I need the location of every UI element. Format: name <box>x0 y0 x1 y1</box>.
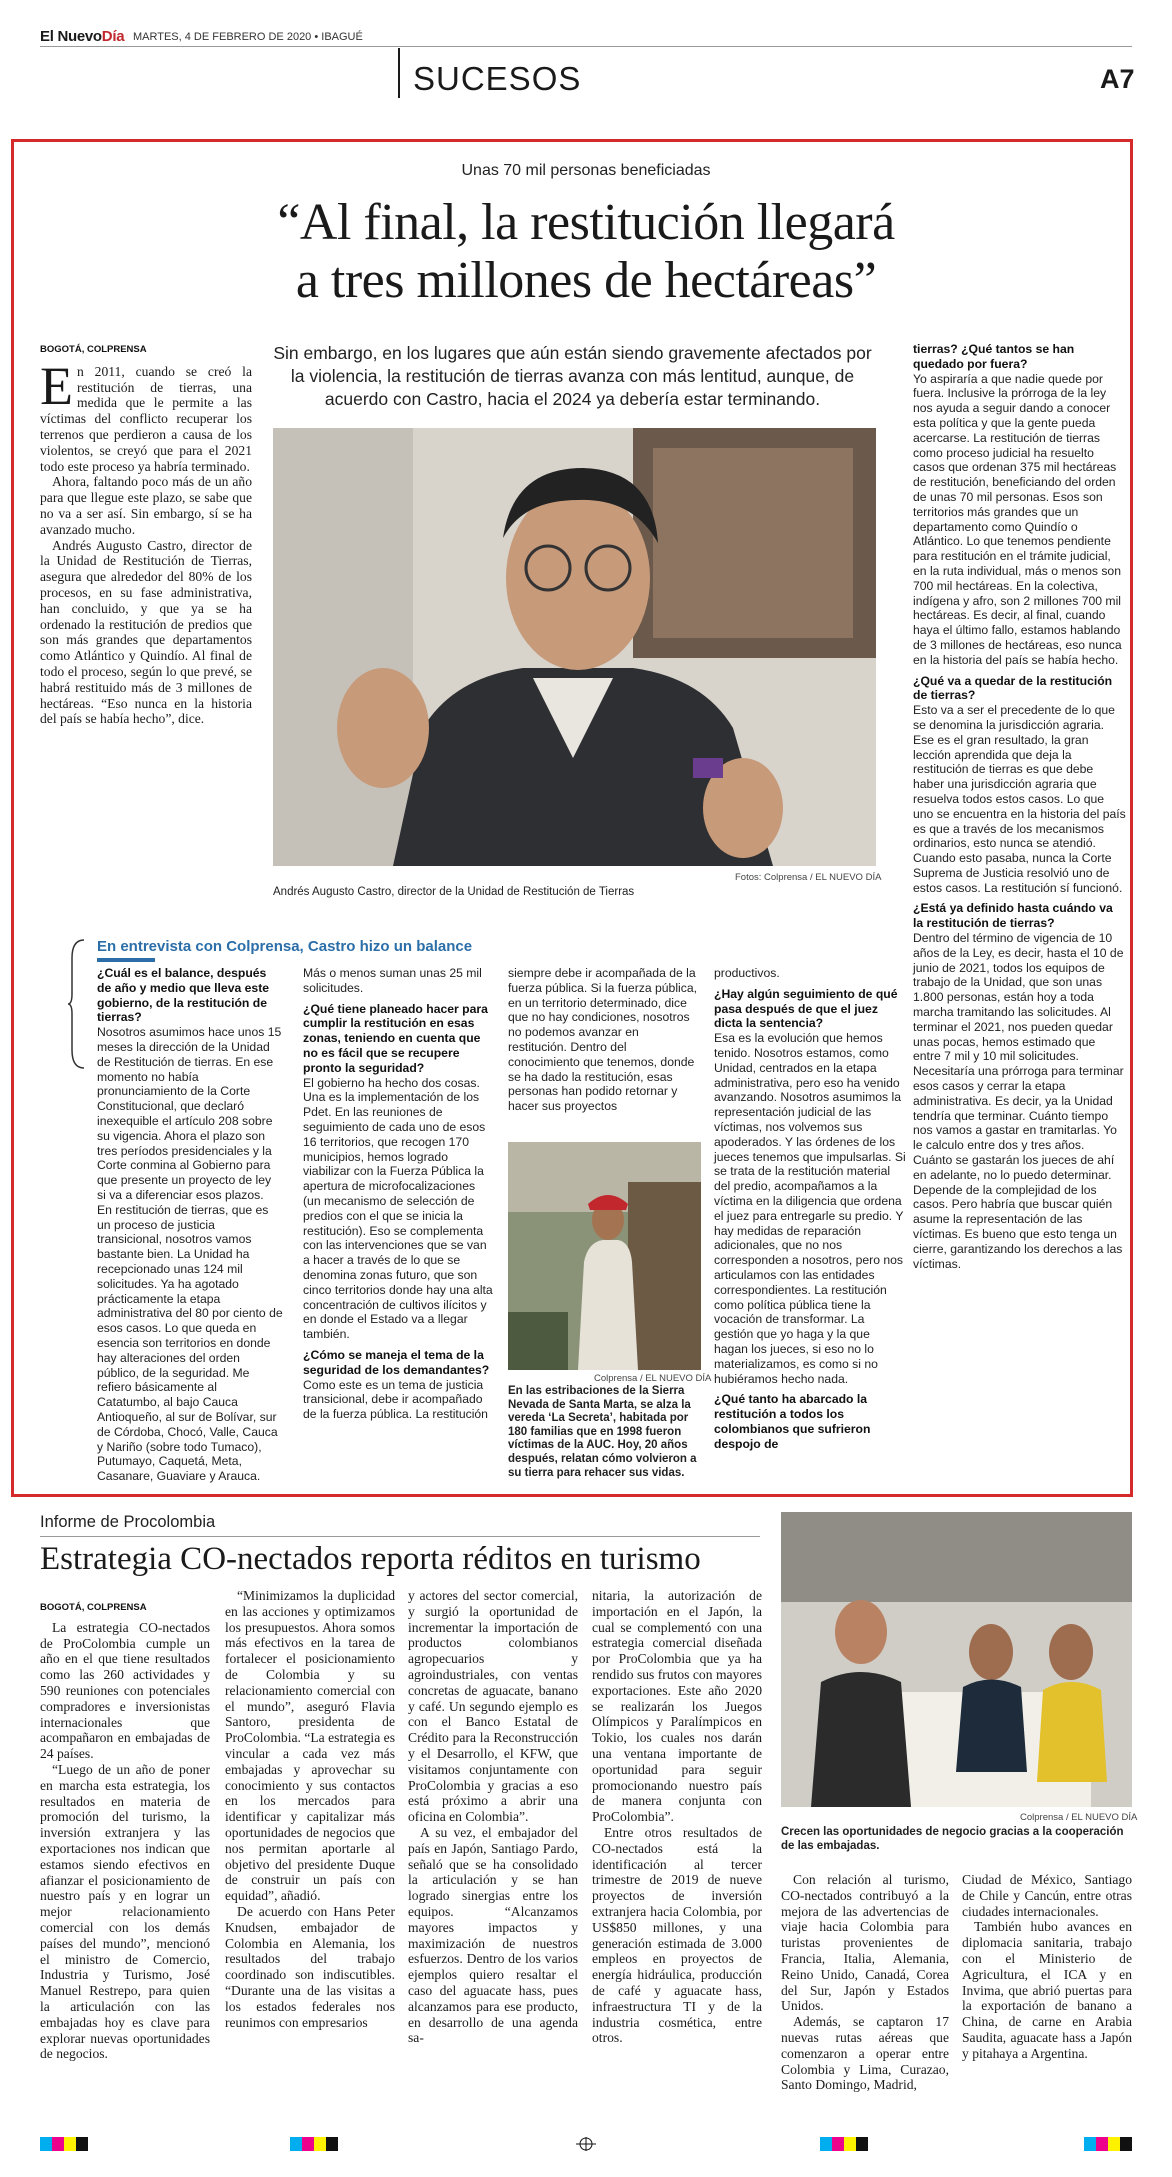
newspaper-brand: El NuevoDía <box>40 28 125 45</box>
answer: productivos. <box>714 966 780 980</box>
village-illustration <box>508 1142 701 1370</box>
article2-photo-caption: Crecen las oportunidades de negocio gracias a la cooperación de las embajadas. <box>781 1826 1124 1852</box>
question: ¿Qué tanto ha abarcado la restitución a todos los colombianos que sufrieron despojo de <box>714 1392 871 1451</box>
paragraph: También hubo avances en diplomacia sanitaria, trabajo con el Ministerio de Agricultura, el ICA y en Invima, que abrió puertas para la exportación de banano a China, de carne en Arabia Saudita, aguacate hass a Japón y pitahaya a Argentina. <box>962 1919 1132 2061</box>
paragraph: “Luego de un año de poner en marcha esta estrategia, los resultados en materia de promoción del turismo, la inversión extranjera y las exportaciones nos indican que estamos siendo efectivos en afianzar el posicionamiento de nuestro país y en lograr un mejor relacionamiento comercial con los demás países del mundo”, mencionó el ministro de Comercio, Industria y Turismo, José Manuel Restrepo, para quien la articulación con las embajadas hoy es clave para explorar nuevas oportunidades de negocios. <box>40 1761 210 2062</box>
answer: Nosotros asumimos hace unos 15 meses la dirección de la Unidad de Restitución de tierras. En ese momento no había pronunciamiento de la Corte Constitucional, que declaró inexequible el artículo 208 sobre su vigencia. Ahora el plazo son tres períodos presidenciales y la Corte conmina al Gobierno para que presente un proyecto de ley si va a diferenciar esos plazos. <box>97 1025 282 1202</box>
article-dek: Sin embargo, en los lugares que aún están siendo gravemente afectados por la violencia, la restitución de tierras avanza con más lentitud, aunque, de acuerdo con Castro, hacia el 2024 ya debería estar terminando. <box>273 343 872 409</box>
answer: Dentro del término de vigencia de 10 años de la Ley, es decir, hasta el 10 de junio de 2021, todos los equipos de trabajo de la Unidad, que son unas 1.800 personas, están hoy a toda marcha tramitando las solicitudes. Al terminar el 2021, nos pueden quedar unas pocas, hemos estimado que entre 7 mil y 10 mil solicitudes. <box>913 931 1124 1064</box>
article2-label: Informe de Procolombia <box>40 1513 216 1531</box>
answer: siempre debe ir acompañada de la fuerza pública. Si la fuerza pública, en un territorio determinado, dice que no hay condiciones, nosotros no podemos avanzar en restitución. Dentro del conocimiento que tenemos, donde se ha dado la restitución, esas personas han podido retornar y hacer sus proyectos <box>508 966 698 1114</box>
paragraph: Con relación al turismo, CO-nectados contribuyó a la mejora de las advertencias de viaje hacia Colombia para turistas provenientes de Francia, Italia, Alemania, Reino Unido, Canadá, Corea del Sur, Japón y Estados Unidos. <box>781 1872 949 2014</box>
village-photo <box>508 1142 701 1370</box>
header-rule <box>40 46 1132 47</box>
right-column <box>913 342 1126 1271</box>
print-color-strip <box>40 2137 1132 2151</box>
main-photo-credit: Fotos: Colprensa / EL NUEVO DÍA <box>735 872 882 883</box>
headline-line-1: “Al final, la restitución llegará <box>277 194 895 251</box>
paragraph: “Minimizamos la duplicidad en las acciones y optimizamos los presupuestos. Ahora somos más efectivos en la tarea de fortalecer el posicionamiento de Colombia y su relacionamiento comercial con el mundo”, aseguró Flavia Santoro, presidenta de ProColombia. “La estrategia es vincular a cada vez más embajadas y aprovechar su conocimiento y sus contactos en los mercados para identificar y capitalizar más oportunidades de negocios que nos permitan aportarle al objetivo del presidente Duque de construir un país con equidad”, añadió. <box>225 1588 395 1904</box>
lead-paragraph-2: Ahora, faltando poco más de un año para que llegue este plazo, se sabe que no va a ser así. Sin embargo, sí se ha avanzado mucho. <box>40 474 252 537</box>
interview-column-4 <box>714 966 906 1452</box>
lead-paragraph-1: En 2011, cuando se creó la restitución de tierras, una medida que le permite a las víctimas del conflicto recuperar los terrenos que perdieron a causa de los violentos, se creyó que para el 2021 todo este proceso ya habría terminado. <box>40 355 252 474</box>
article-kicker: Unas 70 mil personas beneficiadas <box>461 162 711 179</box>
paragraph: Entre otros resultados de CO-nectados está la identificación al tercer trimestre de 2019 de nueve proyectos de inversión extranjera hacia Colombia, por US$850 millones, y una generación estimada de 3.000 empleos en proyectos de energía hidráulica, producción de café y aguacate hass, infraestructura TI y de la industria cosmética, entre otros. <box>592 1824 762 2046</box>
question: ¿Cuál es el balance, después de año y medio que lleva este gobierno, de la restitución de tierras? <box>97 966 270 1025</box>
headline-line-2: a tres millones de hectáreas” <box>295 252 877 309</box>
dropcap: E <box>40 355 73 416</box>
small-photo-credit: Colprensa / EL NUEVO DÍA <box>594 1373 712 1384</box>
article2-column-6 <box>962 1872 1132 2062</box>
lead-column <box>40 342 252 727</box>
article2-headline: Estrategia CO-nectados reporta réditos en turismo <box>40 1541 701 1577</box>
answer: Necesitaría una prórroga para terminar esos casos y cerrar la etapa administrativa. Es decir, ya la Unidad tendría que terminar. Cuánto tiempo nos vamos a gastar en tramitarlas. Yo le calculo entre dos y tres años. Cuánto se gastarán los jueces de ahí en adelante, no lo puedo determinar. Depende de la complejidad de los casos. Pero habría que buscar quién asume la representación de las víctimas. Es bueno que esto tenga un cierre, garantizando los derechos a las víctimas. <box>913 1064 1124 1271</box>
portrait-photo <box>273 428 876 866</box>
question: tierras? ¿Qué tantos se han quedado por fuera? <box>913 342 1075 371</box>
article2-column-5 <box>781 1872 949 2093</box>
embassy-photo <box>781 1512 1132 1807</box>
paragraph: La estrategia CO-nectados de ProColombia cumple un año en el que tiene resultados como las 260 actividades y 590 reuniones con potenciales compradores e inversionistas internacionales que acompañaron en embajadas de 24 países. <box>40 1619 210 1762</box>
interview-column-3 <box>508 966 701 1114</box>
article2-column-2 <box>225 1588 395 2030</box>
question: ¿Hay algún seguimiento de qué pasa después de que el juez dicta la sentencia? <box>714 986 898 1031</box>
main-photo-caption: Andrés Augusto Castro, director de la Unidad de Restitución de Tierras <box>273 886 635 898</box>
paragraph: nitaria, la autorización de importación en el Japón, la cual se complementó con una estrategia comercial diseñada por ProColombia que ya ha rendido sus frutos con mayores exportaciones. Este año 2020 se realizarán los Juegos Olímpicos y Paralímpicos en Tokio, los cuales nos darán una ventana importante de oportunidad para seguir promocionando nuestro país de manera conjunta con ProColombia”. <box>592 1588 762 1825</box>
paragraph: De acuerdo con Hans Peter Knudsen, embajador de Colombia en Alemania, los resultados del trabajo coordinado son indiscutibles. “Durante una de las visitas a los estados federales nos reunimos con empresarios <box>225 1903 395 2030</box>
article2-column-4 <box>592 1588 762 2046</box>
question: ¿Qué va a quedar de la restitución de tierras? <box>913 673 1113 703</box>
paragraph: Ciudad de México, Santiago de Chile y Cancún, entre otras ciudades internacionales. <box>962 1872 1132 1919</box>
answer: Yo aspiraría a que nadie quede por fuera. Inclusive la prórroga de la ley nos ayuda a seguir dando a conocer esta política y que la gente pueda acercarse. La restitución de tierras como proceso judicial ha resuelto casos que ordenan 375 mil hectáreas de restitución, beneficiando del orden de unas 70 mil personas. Esos son territorios más grandes que un departamento como Quindío o Atlántico. Lo que tenemos pendiente para restitución en el trámite judicial, en la ruta individual, más o menos son 700 mil hectáreas. En la colectiva, indígena y afro, son 2 millones 700 mil hectáreas. Es decir, al final, cuando haya el último fallo, estamos hablando de 3 millones de hectáreas, eso nunca en la historia del país se había hecho. <box>913 371 1122 667</box>
interview-column-2 <box>303 966 493 1422</box>
section-divider <box>398 48 400 98</box>
article2-photo-credit: Colprensa / EL NUEVO DÍA <box>1020 1812 1138 1823</box>
paragraph: A su vez, el embajador del país en Japón, Santiago Pardo, señaló que se ha consolidado la articulación y se han logrado sinergias entre los equipos. “Alcanzamos mayores impactos y maximización de nuestros esfuerzos. Dentro de los varios ejemplos quiero resaltar el caso del aguacate hass, pues alcanzamos para ese producto, en desarrollo de una agenda sa- <box>408 1824 578 2046</box>
answer: En restitución de tierras, que es un proceso de justicia transicional, nosotros vamos bastante bien. La Unidad ha recepcionado unas 124 mil solicitudes. Ya ha agotado prácticamente la etapa administrativa del 80 por ciento de esos casos. Lo que queda en esencia son territorios en donde hay alteraciones del orden público, de la seguridad. Me refiero básicamente al Catatumbo, al bajo Cauca Antioqueño, al sur de Bolívar, sur de Córdoba, Chocó, Valle, Cauca y Nariño (sobre todo Tumaco), Putumayo, Caquetá, Meta, Casanare, Guaviare y Arauca. <box>97 1202 283 1484</box>
answer: Como este es un tema de justicia transicional, debe ir acompañado de la fuerza pública. La restitución <box>303 1377 488 1422</box>
embassy-illustration <box>781 1512 1132 1807</box>
article2-column-1 <box>40 1600 210 2062</box>
question: ¿Está ya definido hasta cuándo va la restitución de tierras? <box>913 901 1113 931</box>
answer: Más o menos suman unas 25 mil solicitudes. <box>303 966 482 995</box>
byline: BOGOTÁ, COLPRENSA <box>40 344 147 355</box>
article2-column-3 <box>408 1588 578 2046</box>
interview-column-1 <box>97 966 283 1484</box>
portrait-illustration <box>273 428 876 866</box>
paragraph: y actores del sector comercial, y surgió la oportunidad de incrementar la importación de productos colombianos agropecuarios y agroindustriales, con ventas concretas de aguacate, banano y café. Un segundo ejemplo es con el Banco Estatal de Crédito para la Reconstrucción y el Desarrollo, el KFW, que visitamos conjuntamente con ProColombia y gracias a eso está próximo a abrir una oficina en Colombia”. <box>408 1588 578 1825</box>
question: ¿Cómo se maneja el tema de la seguridad de los demandantes? <box>303 1347 490 1377</box>
page-number: A7 <box>1100 64 1135 94</box>
article2-rule <box>40 1536 760 1537</box>
small-photo-caption: En las estribaciones de la Sierra Nevada de Santa Marta, se alza la vereda ‘La Secreta’, habitada por 180 familias que en 1998 fueron víctimas de la AUC. Hoy, 20 años después, relatan cómo volvieron a su tierra para rehacer sus vidas. <box>508 1385 697 1479</box>
section-title: SUCESOS <box>413 60 582 97</box>
bracket-ornament <box>68 938 86 1070</box>
answer: Esto va a ser el precedente de lo que se denomina la jurisdicción agraria. Ese es el gran resultado, la gran lección aprendida que deja la restitución de tierras es que debe haber una jurisdicción agraria que resuelva todos estos casos. Lo que uno se encuentra en la historia del país es que a través de los mecanismos ordinarios, esto nunca se atendió. Cuando esto pasaba, nunca la Corte Suprema de Justicia resolvió uno de estos casos. La restitución sí funcionó. <box>913 703 1126 895</box>
answer: Esa es la evolución que hemos tenido. Nosotros estamos, como Unidad, centrados en la etapa administrativa, pero eso ha venido avanzando. Nosotros asumimos la representación judicial de las víctimas, nos volvemos sus apoderados. Y las órdenes de los jueces tenemos que impulsarlas. Si se trata de la restitución material del predio, acompañamos a la víctima en la diligencia que ordena el juez para entregarle su predio. Y hay medidas de reparación adicionales, que no nos corresponden a nosotros, pero nos articulamos con las entidades correspondientes. La restitución como política pública tiene la vocación de transformar. La gestión que yo haga y la que hagan los jueces, si eso no lo materializamos, es como si no hubiéramos hecho nada. <box>714 1031 906 1386</box>
lead-paragraph-3: Andrés Augusto Castro, director de la Unidad de Restitución de Tierras, asegura que alrededor del 80% de los procesos, en su fase administrativa, han concluido, y que ya se ha ordenado la restitución de predios que son más grandes que departamentos como Atlántico y Quindío. Al final de todo el proceso, según lo que prevé, se habrá restituido más de 3 millones de hectáreas. “Eso nunca en la historia del país se había hecho”, dice. <box>40 537 252 727</box>
interview-tag: En entrevista con Colprensa, Castro hizo un balance <box>97 938 473 955</box>
article2-byline: BOGOTÁ, COLPRENSA <box>40 1602 147 1613</box>
question: ¿Qué tiene planeado hacer para cumplir la restitución en esas zonas, teniendo en cuenta que no es fácil que se recupere pronto la seguridad? <box>303 1001 488 1075</box>
interview-accent-bar <box>97 958 155 962</box>
article-headline <box>60 194 1112 310</box>
issue-date: MARTES, 4 DE FEBRERO DE 2020 • IBAGUÉ <box>133 31 363 43</box>
paragraph: Además, se captaron 17 nuevas rutas aéreas que comenzaron a operar entre Colombia y Lima, Curazao, Santo Domingo, Madrid, <box>781 2014 949 2093</box>
answer: El gobierno ha hecho dos cosas. Una es la implementación de los Pdet. En las reuniones de seguimiento de cada uno de esos 16 territorios, que recogen 170 municipios, hemos logrado viabilizar con la Fuerza Pública la apertura de microfocalizaciones (un mecanismo de selección de predios con el que se inicia la restitución). Eso se complementa con las intervenciones que se van a hacer a través de lo que se denomina zonas futuro, que son cinco territorios donde hay una alta concentración de cultivos ilícitos y en donde el Estado va a llegar también. <box>303 1075 493 1342</box>
